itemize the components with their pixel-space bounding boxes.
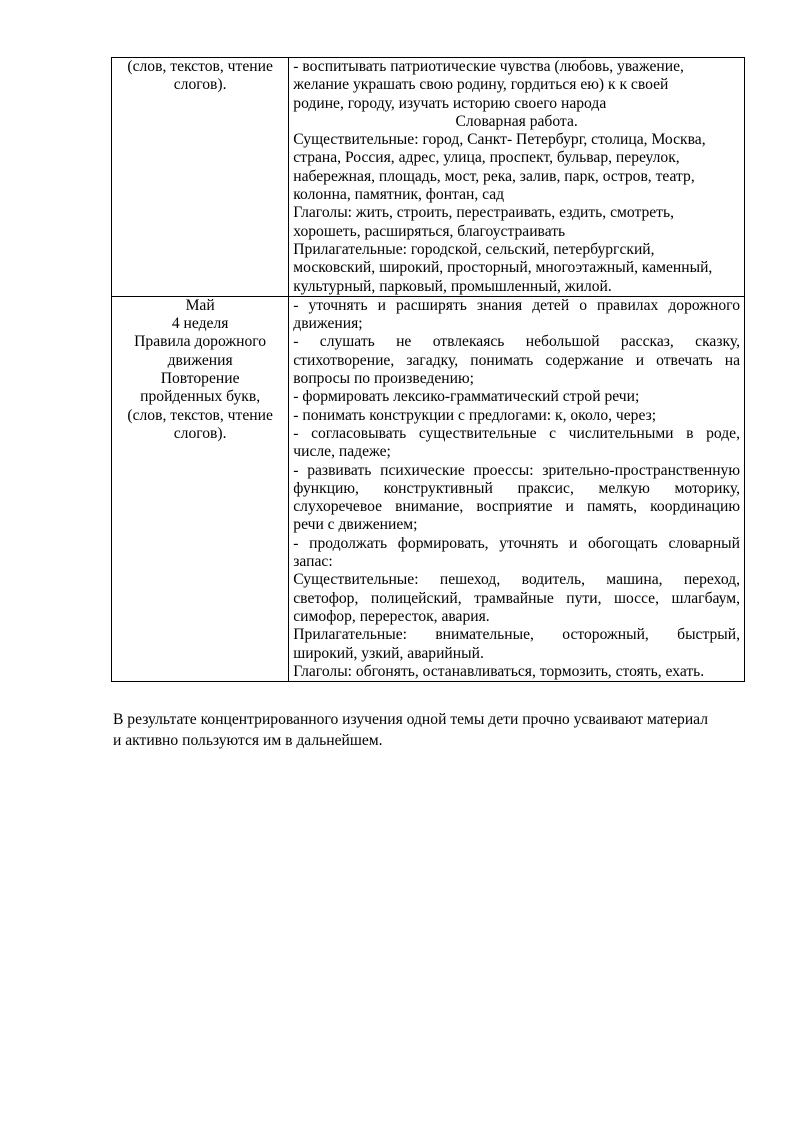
goal-line: речи с движением; [293,516,418,534]
goal-line: стихотворение, загадку, понимать содержание и отвечать на [293,351,740,369]
topic-line: (слов, текстов, чтение [127,406,273,424]
goal-line: хорошеть, расширяться, благоустраивать [293,222,566,240]
goal-line: - понимать конструкции с предлогами: к, около, через; [293,406,657,424]
goal-line: Прилагательные: городской, сельский, петербургский, [293,240,655,258]
conclusion-paragraph [113,709,745,751]
lesson-plan-table [111,57,745,682]
topic-line: слогов). [173,424,227,442]
goal-line: запас: [293,553,333,571]
goal-line: - уточнять и расширять знания детей о правилах дорожного [293,296,740,314]
topic-line: Май [185,296,215,314]
conclusion-line: и активно пользуются им в дальнейшем. [113,732,383,749]
goal-line: движения; [293,315,363,333]
table-row [112,58,745,297]
topic-cell [112,58,289,297]
goal-line: набережная, площадь, мост, река, залив, парк, остров, театр, [293,167,695,185]
goal-line: страна, Россия, адрес, улица, проспект, бульвар, переулок, [293,149,680,167]
goal-line: Существительные: пешеход, водитель, машина, переход, [293,571,740,589]
goal-line: родине, городу, изучать историю своего народа [293,94,607,112]
goal-line: симофор, перересток, авария. [293,607,490,625]
goal-line: московский, широкий, просторный, многоэтажный, каменный, [293,259,713,277]
goal-line: вопросы по произведению; [293,370,474,388]
goal-line: Словарная работа. [455,112,578,130]
topic-line: 4 неделя [171,315,229,333]
goal-line: - развивать психические проессы: зрительно-пространственную [293,461,740,479]
topic-line: движения [167,351,233,369]
table-row [112,296,745,681]
goal-line: числе, падеже; [293,443,391,461]
goals-cell [289,296,745,681]
goal-line: - согласовывать существительные с числительными в роде, [293,424,740,442]
goal-line: Прилагательные: внимательные, осторожный, быстрый, [293,626,740,644]
goal-line: слухоречевое внимание, восприятие и память, координацию [293,498,740,516]
goal-line: широкий, узкий, аварийный. [293,644,484,662]
goals-cell [289,58,745,297]
goal-line: колонна, памятник, фонтан, сад [293,186,505,204]
goal-line: светофор, полицейский, трамвайные пути, шоссе, шлагбаум, [293,589,740,607]
topic-line: Повторение [160,370,240,388]
goal-line: - формировать лексико-грамматический строй речи; [293,388,640,406]
topic-line: (слов, текстов, чтение [127,58,273,75]
goal-line: - слушать не отвлекаясь небольшой рассказ, сказку, [293,333,740,351]
topic-cell [112,296,289,681]
goal-line: - продолжать формировать, уточнять и обогощать словарный [293,534,740,552]
topic-line: Правила дорожного [134,333,267,351]
goal-line: Глаголы: жить, строить, перестраивать, ездить, смотреть, [293,204,675,222]
topic-line: пройденных букв, [140,388,261,406]
topic-line: слогов). [173,76,227,94]
goal-line: желание украшать свою родину, гордиться ею) к к своей [293,76,669,94]
goal-line: культурный, парковый, промышленный, жилой. [293,277,612,295]
goal-line: Глаголы: обгонять, останавливаться, тормозить, стоять, ехать. [293,662,705,680]
conclusion-line: В результате концентрированного изучения одной темы дети прочно усваивают материал [113,711,709,728]
goal-line: функцию, конструктивный праксис, мелкую моторику, [293,479,740,497]
goal-line: Существительные: город, Санкт- Петербург, столица, Москва, [293,131,706,149]
goal-line: - воспитывать патриотические чувства (любовь, уважение, [293,58,684,75]
